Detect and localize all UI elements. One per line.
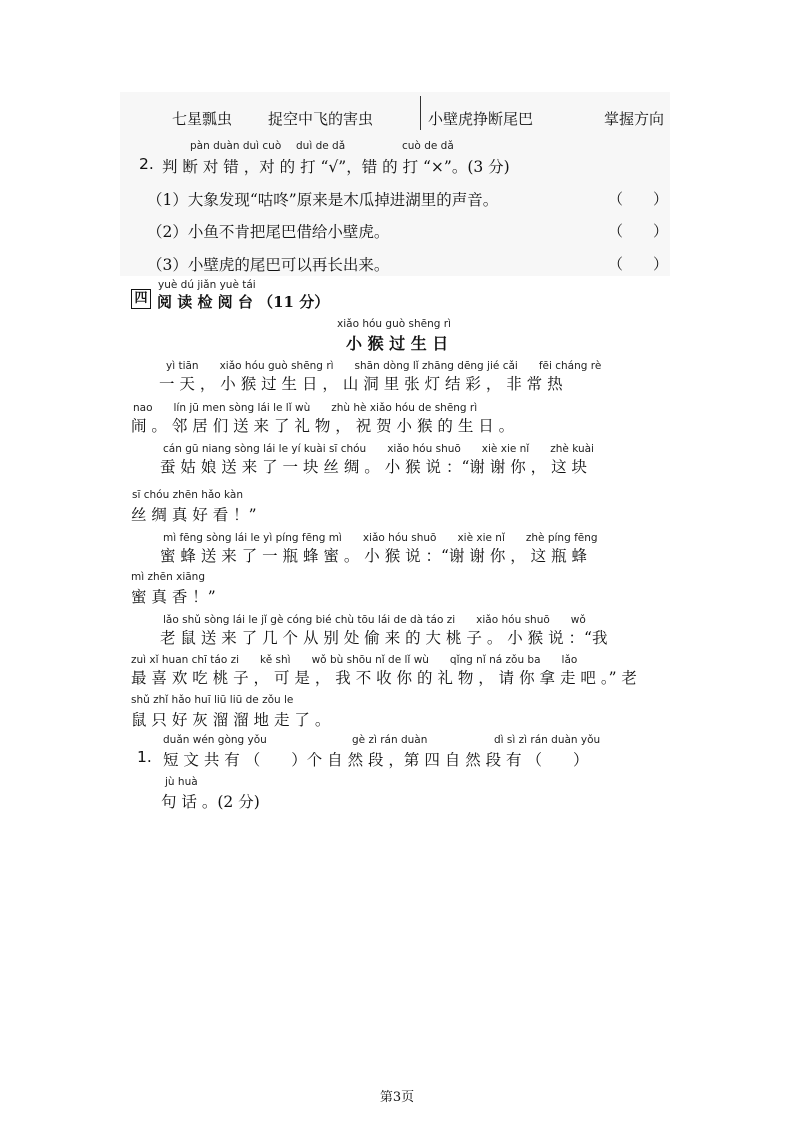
story-line-7-pinyin: lǎo shǔ sòng lái le jǐ gè cóng bié chù tōu lái de dà táo zi xiǎo hóu shuō wǒ — [163, 614, 586, 626]
q1-pinyin-b: gè zì rán duàn — [352, 734, 428, 746]
q2-pinyin-1: pàn duàn duì cuò — [190, 140, 282, 152]
story-line-5: 蜜 蜂 送 来 了 一 瓶 蜂 蜜 。 小 猴 说 ：“谢 谢 你 ， 这 瓶 蜂 — [160, 547, 588, 565]
q1-pinyin-c: dì sì zì rán duàn yǒu — [494, 734, 601, 746]
story-line-6-pinyin: mì zhēn xiāng — [131, 571, 205, 583]
q2-pinyin-3: cuò de dǎ — [402, 140, 454, 152]
q2-item-3: （3）小壁虎的尾巴可以再长出来。 — [147, 256, 390, 274]
q2-item-1-answer[interactable]: （ ） — [608, 190, 669, 208]
q2-number: 2. — [139, 155, 154, 173]
section4-pinyin: yuè dú jiǎn yuè tái — [158, 279, 256, 291]
story-line-6: 蜜 真 香 ！” — [131, 588, 216, 606]
story-line-8-pinyin: zuì xǐ huan chī táo zi kě shì wǒ bù shōu nǐ de lǐ wù qǐng nǐ ná zǒu ba lǎo — [131, 654, 578, 666]
top-item-2: 捉空中飞的害虫 — [268, 110, 374, 128]
story-line-9: 鼠 只 好 灰 溜 溜 地 走 了 。 — [131, 711, 331, 729]
story-line-3: 蚕 姑 娘 送 来 了 一 块 丝 绸 。 小 猴 说 ：“谢 谢 你 ， 这 块 — [160, 458, 588, 476]
q2-item-3-answer[interactable]: （ ） — [608, 255, 669, 273]
q2-instruction: 判 断 对 错 ，对 的 打 “√”，错 的 打 “×”。(3 分) — [162, 158, 510, 176]
divider — [420, 96, 421, 130]
story-title: 小 猴 过 生 日 — [346, 334, 449, 353]
q2-pinyin-2: duì de dǎ — [296, 140, 346, 152]
story-line-3-pinyin: cán gū niang sòng lái le yí kuài sī chóu xiǎo hóu shuō xiè xie nǐ zhè kuài — [163, 443, 594, 455]
story-line-8: 最 喜 欢 吃 桃 子 ， 可 是 ， 我 不 收 你 的 礼 物 ， 请 你 拿 走 吧 。” 老 — [131, 669, 637, 687]
story-line-5-pinyin: mì fēng sòng lái le yì píng fēng mì xiǎo hóu shuō xiè xie nǐ zhè píng fēng — [163, 532, 598, 544]
section4-title: 阅 读 检 阅 台 （11 分） — [157, 293, 330, 311]
section4-badge: 四 — [131, 289, 151, 309]
q1-pinyin-a: duǎn wén gòng yǒu — [163, 734, 267, 746]
q2-item-1: （1）大象发现“咕咚”原来是木瓜掉进湖里的声音。 — [147, 191, 499, 209]
story-line-7: 老 鼠 送 来 了 几 个 从 别 处 偷 来 的 大 桃 子 。 小 猴 说 ：“我 — [160, 629, 608, 647]
q2-item-2: （2）小鱼不肯把尾巴借给小壁虎。 — [147, 223, 390, 241]
q1-question: 短 文 共 有 （ ）个 自 然 段 ，第 四 自 然 段 有 （ ） — [163, 751, 589, 769]
story-line-4-pinyin: sī chóu zhēn hǎo kàn — [132, 489, 244, 501]
q2-item-2-answer[interactable]: （ ） — [608, 222, 669, 240]
q1-question-cont: 句 话 。(2 分) — [161, 793, 260, 811]
story-line-1-pinyin: yì tiān xiǎo hóu guò shēng rì shān dòng lǐ zhāng dēng jié cǎi fēi cháng rè — [166, 360, 602, 372]
top-item-4: 掌握方向 — [604, 110, 665, 128]
page-number: 第3页 — [379, 1090, 415, 1105]
top-item-1: 七星瓢虫 — [172, 110, 233, 128]
story-line-4: 丝 绸 真 好 看 ！” — [131, 506, 257, 524]
q1-pinyin-2: jù huà — [165, 776, 198, 788]
top-item-3: 小壁虎挣断尾巴 — [428, 110, 534, 128]
story-line-2-pinyin: nao lín jū men sòng lái le lǐ wù zhù hè xiǎo hóu de shēng rì — [133, 402, 478, 414]
q1-number: 1. — [137, 748, 152, 766]
story-line-9-pinyin: shǔ zhǐ hǎo huī liū liū de zǒu le — [131, 694, 294, 706]
story-line-2: 闹 。 邻 居 们 送 来 了 礼 物 ， 祝 贺 小 猴 的 生 日 。 — [131, 417, 515, 435]
story-title-pinyin: xiǎo hóu guò shēng rì — [337, 318, 451, 330]
story-line-1: 一 天 ， 小 猴 过 生 日 ， 山 洞 里 张 灯 结 彩 ， 非 常 热 — [159, 375, 563, 393]
